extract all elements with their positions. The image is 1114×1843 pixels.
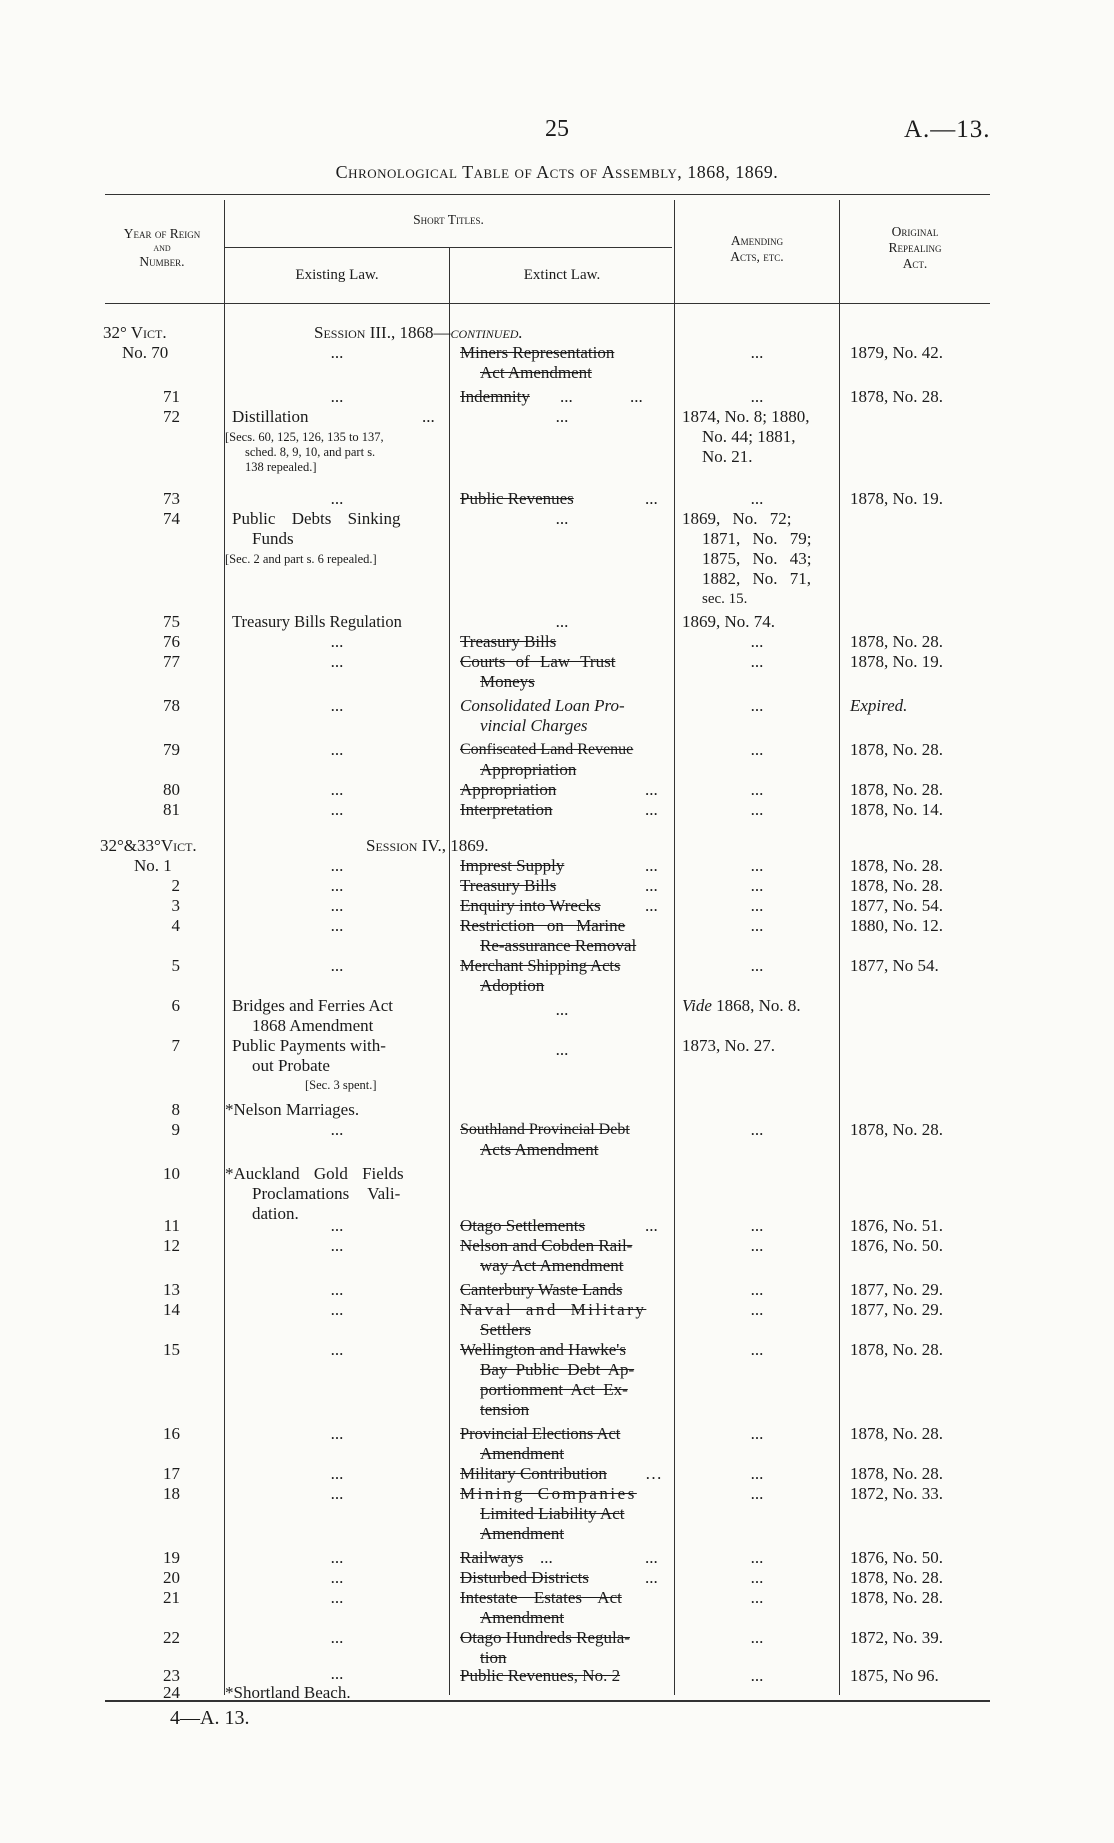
existing-law-header: Existing Law. xyxy=(295,267,379,283)
reign-no-1: No. 1 xyxy=(134,856,172,875)
header-bottom-rule xyxy=(105,303,990,304)
session-3-heading: Session III., 1868—continued. xyxy=(314,323,523,342)
reign-32-vict: 32° Vict. xyxy=(103,323,167,342)
column-divider-4 xyxy=(839,200,840,1695)
short-titles-header: Short Titles. xyxy=(413,212,484,227)
page-number: 25 xyxy=(545,116,569,142)
document-reference: A.—13. xyxy=(904,116,991,143)
extinct-law-header: Extinct Law. xyxy=(523,267,601,283)
amending-acts-header: Amending Acts, etc. xyxy=(730,233,784,264)
session-4-heading: Session IV., 1869. xyxy=(366,836,489,855)
table-title: Chronological Table of Acts of Assembly, 1868, 1869. xyxy=(335,162,779,182)
header-top-rule xyxy=(105,194,990,195)
footer-reference: 4—A. 13. xyxy=(170,1707,250,1729)
column-divider-2 xyxy=(449,248,450,1695)
repealing-act-header: Original Repealing Act. xyxy=(888,224,942,271)
reign-32-33-vict: 32°&33°Vict. xyxy=(100,836,197,855)
year-header: Year of Reign and Number. xyxy=(123,226,201,269)
reign-no-70: No. 70 xyxy=(122,343,169,362)
